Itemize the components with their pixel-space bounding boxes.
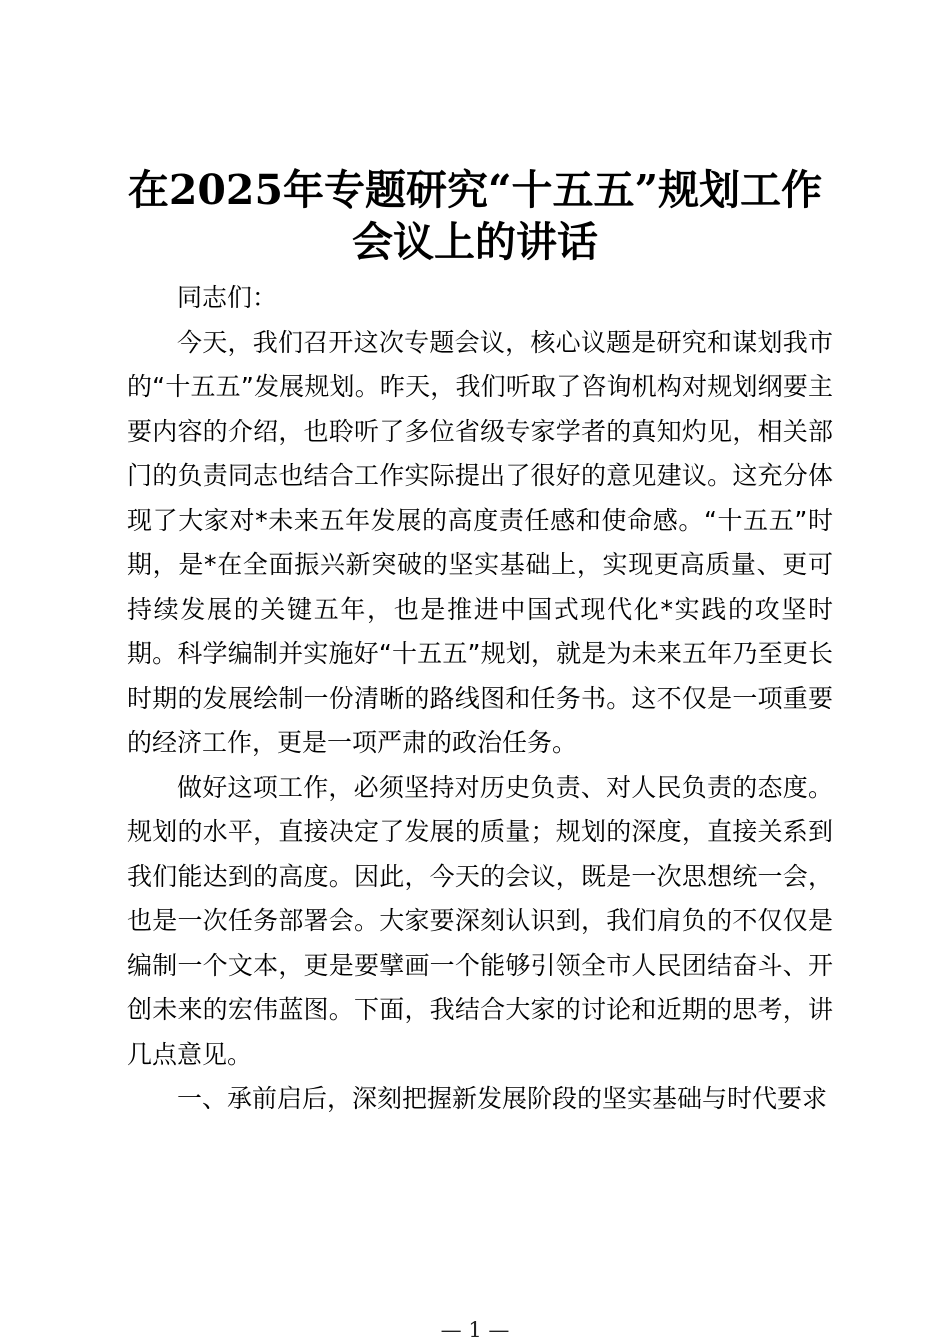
section-heading: 一、承前启后，深刻把握新发展阶段的坚实基础与时代要求: [177, 1084, 828, 1113]
paragraph: 做好这项工作，必须坚持对历史负责、对人民负责的态度。规划的水平，直接决定了发展的质量；规划的深度，直接关系到我们能达到的高度。因此，今天的会议，既是一次思想统一会，也是一次任务部署会。大家要深刻认识到，我们肩负的不仅仅是编制一个文本，更是要擘画一个能够引领全市人民团结奋斗、开创未来的宏伟蓝图。下面，我结合大家的讨论和近期的思考，讲几点意见。: [127, 772, 833, 1069]
page-number: — 1 —: [440, 1318, 510, 1342]
paragraph: 今天，我们召开这次专题会议，核心议题是研究和谋划我市的“十五五”发展规划。昨天，我们听取了咨询机构对规划纲要主要内容的介绍，也聆听了多位省级专家学者的真知灼见，相关部门的负责同志也结合工作实际提出了很好的意见建议。这充分体现了大家对*未来五年发展的高度责任感和使命感。“十五五”时期，是*在全面振兴新突破的坚实基础上，实现更高质量、更可持续发展的关键五年，也是推进中国式现代化*实践的攻坚时期。科学编制并实施好“十五五”规划，就是为未来五年乃至更长时期的发展绘制一份清晰的路线图和任务书。这不仅是一项重要的经济工作，更是一项严肃的政治任务。: [127, 327, 833, 757]
document-title: 在2025年专题研究“十五五”规划工作会议上的讲话: [127, 166, 823, 266]
salutation: 同志们：: [177, 283, 278, 312]
document-body: [127, 276, 833, 1122]
